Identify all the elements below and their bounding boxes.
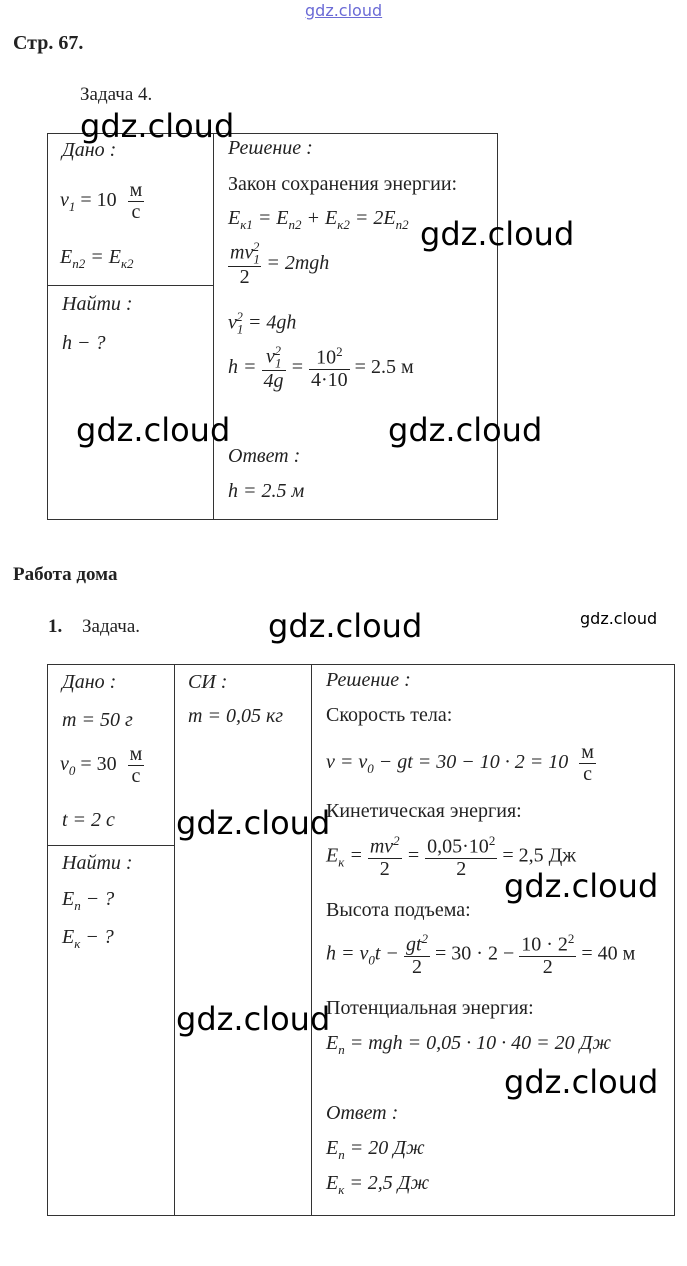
watermark: gdz.cloud — [268, 607, 423, 645]
hw-pot-eq: $E_п$ = mgh = 0,05 · 10 · 40 = 20 Дж — [326, 1032, 611, 1057]
hw-pot-label: Потенциальная энергия: — [326, 997, 534, 1019]
hw-given-t: t = 2 с — [62, 809, 115, 831]
watermark: gdz.cloud — [504, 1063, 659, 1101]
hw-si-header: СИ : — [188, 671, 228, 693]
hw-given-v0: $v_0 = 30$ $\frac{м}{с}$ — [60, 743, 143, 787]
hw-height-label: Высота подъема: — [326, 899, 471, 921]
task4-title: Задача 4. — [80, 84, 153, 105]
hw-find-header: Найти : — [62, 852, 133, 874]
task4-law: Закон сохранения энергии: — [228, 173, 458, 195]
task4-given-energy: $E_{п2} = E_{к2}$ — [60, 246, 134, 271]
watermark: gdz.cloud — [176, 804, 331, 842]
hw-speed-eq: $v = v_0$ − gt = 30 − 10 · 2 = 10 $\frac{м}{с}$ — [326, 741, 594, 785]
homework-divider-v2 — [311, 664, 312, 1216]
homework-item-label: Задача. — [82, 616, 141, 637]
watermark: gdz.cloud — [80, 107, 235, 145]
watermark: gdz.cloud — [504, 867, 659, 905]
hw-height-eq: $h = v_0t$ − $\frac{gt^2}{2}$ = 30 · 2 − $\frac{10 \cdot 2^2}{2}$ = 40 м — [326, 931, 636, 978]
watermark: gdz.cloud — [76, 411, 231, 449]
watermark: gdz.cloud — [420, 215, 575, 253]
task4-find-header: Найти : — [62, 293, 133, 315]
hw-given-m: m = 50 г — [62, 709, 133, 731]
hw-answer-ep: $E_п = 20$ Дж — [326, 1137, 425, 1162]
hw-speed-label: Скорость тела: — [326, 704, 453, 726]
task4-solution-header: Решение : — [228, 137, 313, 159]
hw-kin-eq: $E_к$ = $\frac{mv^2}{2}$ = $\frac{0,05\cdot 10^2}{2}$ = 2,5 Дж — [326, 833, 577, 880]
task4-eq1: $E_{к1} = E_{п2} + E_{к2} = 2E_{п2}$ — [228, 207, 409, 232]
task4-divider-v — [213, 133, 214, 520]
task4-eq4: h = $\frac{v_1^2}{4g}$ = $\frac{10^2}{4\cdot 10}$ = 2.5 м — [228, 343, 414, 393]
hw-answer-ek: $E_к = 2,5$ Дж — [326, 1172, 430, 1197]
hw-find-ek: $E_к$ − ? — [62, 926, 114, 951]
hw-kin-label: Кинетическая энергия: — [326, 800, 522, 822]
task4-answer-header: Ответ : — [228, 445, 301, 467]
task4-eq3: $v_1^2 = 4gh$ — [228, 309, 297, 337]
page-reference: Стр. 67. — [13, 32, 84, 54]
task4-find-value: h − ? — [62, 332, 106, 354]
homework-title: Работа дома — [13, 564, 118, 585]
homework-item-number: 1. — [48, 616, 63, 637]
homework-divider-h — [47, 845, 174, 846]
watermark-top: gdz.cloud — [305, 1, 383, 20]
hw-answer-header: Ответ : — [326, 1102, 399, 1124]
watermark: gdz.cloud — [580, 609, 658, 628]
hw-given-header: Дано : — [62, 671, 117, 693]
watermark: gdz.cloud — [388, 411, 543, 449]
watermark: gdz.cloud — [176, 1000, 331, 1038]
hw-find-ep: $E_п$ − ? — [62, 888, 115, 913]
homework-divider-v1 — [174, 664, 175, 1216]
hw-si-m: m = 0,05 кг — [188, 705, 284, 727]
task4-divider-h — [47, 285, 213, 286]
task4-answer: h = 2.5 м — [228, 480, 305, 502]
task4-eq2: $\frac{mv_1^2}{2}$ = 2mgh — [230, 239, 330, 289]
task4-given-header: Дано : — [62, 139, 117, 161]
task4-given-v1: $v_1 = 10$ $\frac{м}{с}$ — [60, 179, 143, 223]
hw-solution-header: Решение : — [326, 669, 411, 691]
